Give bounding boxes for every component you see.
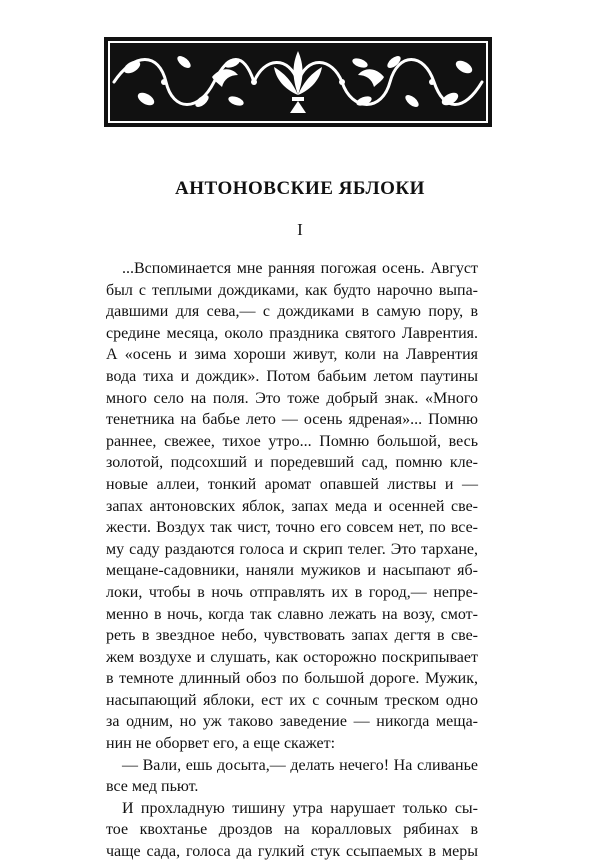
text-line: в темноте длинный обоз по большой дороге. Мужик,: [106, 670, 478, 688]
text-line: был с теплыми дождиками, как будто нарочно выпа-: [106, 281, 478, 299]
text-line: раннее, свежее, тихое утро... Помню большой, весь: [106, 432, 478, 450]
text-line: И прохладную тишину утра нарушает только сы-: [122, 799, 478, 817]
text-line: за одним, но уж таково заведение — никогда меща-: [106, 713, 478, 731]
text-line: А «осень и зима хороши живут, коли на Лаврентия: [106, 346, 478, 364]
text-line: средине месяца, около праздника святого Лаврентия.: [106, 324, 478, 342]
text-line: запах антоновских яблок, запах меда и осенней све-: [106, 497, 478, 515]
text-line: давшими для сева,— с дождиками в самую пору, в: [106, 303, 478, 321]
chapter-number: I: [297, 220, 303, 239]
text-line: все мед пьют.: [106, 778, 199, 796]
text-line: жести. Воздух так чист, точно его совсем нет, по все-: [106, 519, 478, 537]
text-line: реть в звездное небо, чувствовать запах дегтя в све-: [106, 627, 478, 645]
text-line: чаще сада, голоса да гулкий стук ссыпаемых в меры: [106, 843, 478, 861]
text-line: жем воздухе и слушать, как осторожно поскрипывает: [106, 648, 478, 666]
story-title: АНТОНОВСКИЕ ЯБЛОКИ: [175, 178, 425, 199]
text-line: нин не оборвет его, а еще скажет:: [106, 735, 336, 753]
text-line: мещане-садовники, наняли мужиков и насыпают яб-: [106, 562, 478, 580]
text-line: много село на поля. Это тоже добрый знак. «Много: [106, 389, 478, 407]
text-line: вода тиха и дождик». Потом бабьим летом паутины: [106, 367, 478, 385]
text-line: — Вали, ешь досыта,— делать нечего! На сливанье: [122, 756, 478, 774]
text-line: новые аллеи, тонкий аромат опавшей листвы и —: [106, 475, 478, 493]
text-line: насыпающий яблоки, ест их с сочным треском одно: [106, 691, 478, 709]
text-line: менно в ночь, когда так славно лежать на возу, смот-: [106, 605, 478, 623]
body-text: [106, 258, 478, 863]
decorative-ornament-headpiece: [104, 37, 492, 127]
text-line: му саду раздаются голоса и скрип телег. Это тархане,: [106, 540, 478, 558]
text-line: тенетника на бабье лето — осень ядреная»... Помню: [106, 411, 478, 429]
text-line: золотой, подсохший и поредевший сад, помню кле-: [106, 454, 478, 472]
text-line: тое квохтанье дроздов на коралловых рябинах в: [106, 821, 478, 839]
text-line: ...Вспоминается мне ранняя погожая осень. Август: [122, 260, 478, 277]
text-line: локи, чтобы в ночь отправлять их в город,— непре-: [106, 583, 478, 601]
